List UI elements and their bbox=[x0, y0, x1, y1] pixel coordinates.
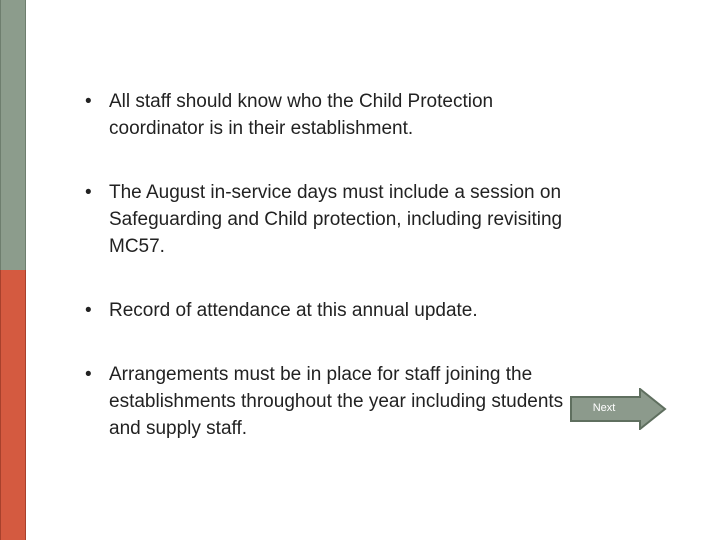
bullet-text: The August in-service days must include a session on Safeguarding and Child protection, including revisiting MC57. bbox=[109, 182, 563, 257]
bullet-dot-icon: • bbox=[85, 182, 92, 203]
next-button[interactable] bbox=[570, 388, 667, 430]
bullet-dot-icon: • bbox=[85, 91, 92, 112]
bullet-dot-icon: • bbox=[85, 364, 92, 385]
bullet-text: Arrangements must be in place for staff joining the establishments throughout the year including students and supply staff. bbox=[109, 364, 564, 439]
bullet-list bbox=[84, 88, 564, 442]
bullet-item bbox=[84, 179, 564, 260]
bullet-text: Record of attendance at this annual update. bbox=[109, 300, 478, 321]
bullet-item bbox=[84, 88, 564, 142]
bullet-dot-icon: • bbox=[85, 300, 92, 321]
sidebar-accent-top bbox=[0, 0, 26, 270]
bullet-item bbox=[84, 297, 564, 324]
bullet-text: All staff should know who the Child Protection coordinator is in their establishment. bbox=[109, 91, 494, 139]
sidebar-accent-bottom bbox=[0, 270, 26, 540]
bullet-item bbox=[84, 361, 564, 442]
next-button-label: Next bbox=[592, 402, 616, 414]
